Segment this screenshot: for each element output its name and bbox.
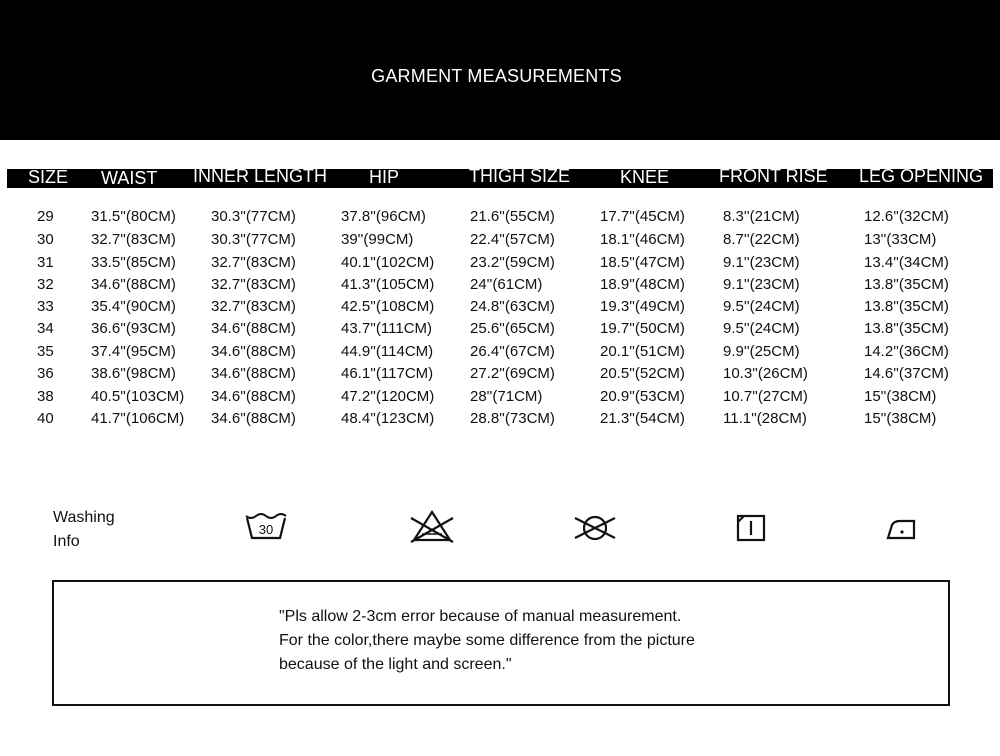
- table-cell: 8.3''(21CM): [723, 208, 800, 225]
- wash-30-icon: [243, 508, 289, 548]
- table-cell: 32.7''(83CM): [211, 254, 296, 271]
- table-row: [0, 341, 1000, 363]
- table-cell: 14.6''(37CM): [864, 365, 949, 382]
- table-cell: 9.5''(24CM): [723, 320, 800, 337]
- table-cell: 36.6''(93CM): [91, 320, 176, 337]
- table-cell: 37.8''(96CM): [341, 208, 426, 225]
- table-row: [0, 408, 1000, 430]
- table-cell: 30.3''(77CM): [211, 231, 296, 248]
- column-header: THIGH SIZE: [469, 166, 571, 186]
- table-cell: 34.6''(88CM): [211, 410, 296, 427]
- table-cell: 34.6''(88CM): [211, 388, 296, 405]
- table-cell: 9.1''(23CM): [723, 254, 800, 271]
- table-cell: 15''(38CM): [864, 388, 937, 405]
- table-cell: 40: [37, 410, 54, 427]
- table-cell: 39''(99CM): [341, 231, 414, 248]
- washing-label-line2: Info: [53, 533, 80, 550]
- table-cell: 13.8''(35CM): [864, 320, 949, 337]
- note-line-3: because of the light and screen.": [279, 656, 512, 673]
- table-cell: 43.7''(111CM): [341, 320, 433, 337]
- table-cell: 19.3''(49CM): [600, 298, 685, 315]
- table-cell: 21.3''(54CM): [600, 410, 685, 427]
- table-cell: 11.1''(28CM): [723, 410, 807, 427]
- table-cell: 36: [37, 365, 54, 382]
- table-cell: 42.5''(108CM): [341, 298, 435, 315]
- washing-label-line1: Washing: [53, 509, 115, 526]
- table-cell: 40.1''(102CM): [341, 254, 435, 271]
- table-cell: 48.4''(123CM): [341, 410, 435, 427]
- table-cell: 20.1''(51CM): [600, 343, 685, 360]
- table-cell: 32.7''(83CM): [91, 231, 176, 248]
- table-cell: 13.4''(34CM): [864, 254, 949, 271]
- table-cell: 31.5''(80CM): [91, 208, 176, 225]
- table-cell: 10.7''(27CM): [723, 388, 808, 405]
- wash-temp-label: 30: [258, 522, 274, 537]
- table-row: [0, 229, 1000, 251]
- table-row: [0, 206, 1000, 228]
- table-row: [0, 386, 1000, 408]
- table-cell: 29: [37, 208, 54, 225]
- table-row: [0, 318, 1000, 340]
- table-cell: 35.4''(90CM): [91, 298, 176, 315]
- note-line-2: For the color,there maybe some difference from the picture: [279, 632, 695, 649]
- do-not-tumble-dry-icon: [573, 508, 619, 548]
- column-header: HIP: [369, 167, 400, 187]
- table-cell: 32: [37, 276, 54, 293]
- table-cell: 38.6''(98CM): [91, 365, 176, 382]
- column-header: INNER LENGTH: [193, 166, 328, 186]
- table-cell: 44.9''(114CM): [341, 343, 434, 360]
- table-cell: 21.6''(55CM): [470, 208, 555, 225]
- column-header: LEG OPENING: [859, 166, 984, 186]
- table-cell: 28''(71CM): [470, 388, 543, 405]
- table-cell: 25.6''(65CM): [470, 320, 555, 337]
- table-cell: 35: [37, 343, 54, 360]
- do-not-bleach-icon: [409, 508, 455, 548]
- table-cell: 14.2''(36CM): [864, 343, 949, 360]
- table-cell: 9.1''(23CM): [723, 276, 800, 293]
- table-cell: 30: [37, 231, 54, 248]
- column-header: FRONT RISE: [719, 166, 828, 186]
- table-cell: 32.7''(83CM): [211, 298, 296, 315]
- table-cell: 24.8''(63CM): [470, 298, 555, 315]
- table-cell: 34.6''(88CM): [211, 320, 296, 337]
- table-cell: 34.6''(88CM): [91, 276, 176, 293]
- table-cell: 18.5''(47CM): [600, 254, 685, 271]
- table-cell: 32.7''(83CM): [211, 276, 296, 293]
- iron-low-heat-icon: [884, 508, 930, 548]
- table-cell: 34.6''(88CM): [211, 343, 296, 360]
- table-cell: 34.6''(88CM): [211, 365, 296, 382]
- table-cell: 10.3''(26CM): [723, 365, 808, 382]
- table-cell: 9.9''(25CM): [723, 343, 800, 360]
- table-cell: 33: [37, 298, 54, 315]
- table-cell: 24''(61CM): [470, 276, 543, 293]
- table-cell: 26.4''(67CM): [470, 343, 555, 360]
- table-cell: 23.2''(59CM): [470, 254, 555, 271]
- table-cell: 19.7''(50CM): [600, 320, 685, 337]
- table-cell: 27.2''(69CM): [470, 365, 555, 382]
- table-cell: 37.4''(95CM): [91, 343, 176, 360]
- table-cell: 33.5''(85CM): [91, 254, 176, 271]
- washing-info-label: [53, 506, 115, 554]
- table-cell: 13.8''(35CM): [864, 276, 949, 293]
- table-cell: 28.8''(73CM): [470, 410, 555, 427]
- table-row: [0, 274, 1000, 296]
- column-header: WAIST: [101, 168, 158, 188]
- note-line-1: "Pls allow 2-3cm error because of manual measurement.: [279, 608, 682, 625]
- column-header: SIZE: [28, 167, 69, 187]
- table-row: [0, 363, 1000, 385]
- table-cell: 31: [37, 254, 54, 271]
- page-title: GARMENT MEASUREMENTS: [371, 66, 622, 86]
- table-cell: 18.9''(48CM): [600, 276, 685, 293]
- title-banner: [0, 0, 1000, 140]
- table-cell: 18.1''(46CM): [600, 231, 685, 248]
- table-cell: 41.3''(105CM): [341, 276, 435, 293]
- table-cell: 22.4''(57CM): [470, 231, 555, 248]
- table-cell: 41.7''(106CM): [91, 410, 185, 427]
- table-cell: 46.1''(117CM): [341, 365, 434, 382]
- table-cell: 8.7''(22CM): [723, 231, 800, 248]
- table-cell: 20.9''(53CM): [600, 388, 685, 405]
- table-cell: 47.2''(120CM): [341, 388, 435, 405]
- table-cell: 12.6''(32CM): [864, 208, 949, 225]
- table-cell: 30.3''(77CM): [211, 208, 296, 225]
- drip-dry-icon: [730, 508, 776, 548]
- table-row: [0, 296, 1000, 318]
- table-cell: 17.7''(45CM): [600, 208, 685, 225]
- table-cell: 38: [37, 388, 54, 405]
- table-cell: 9.5''(24CM): [723, 298, 800, 315]
- table-cell: 13.8''(35CM): [864, 298, 949, 315]
- table-cell: 34: [37, 320, 54, 337]
- column-header: KNEE: [620, 167, 670, 187]
- table-row: [0, 252, 1000, 274]
- table-cell: 13''(33CM): [864, 231, 937, 248]
- table-cell: 15''(38CM): [864, 410, 937, 427]
- table-cell: 40.5''(103CM): [91, 388, 185, 405]
- table-cell: 20.5''(52CM): [600, 365, 685, 382]
